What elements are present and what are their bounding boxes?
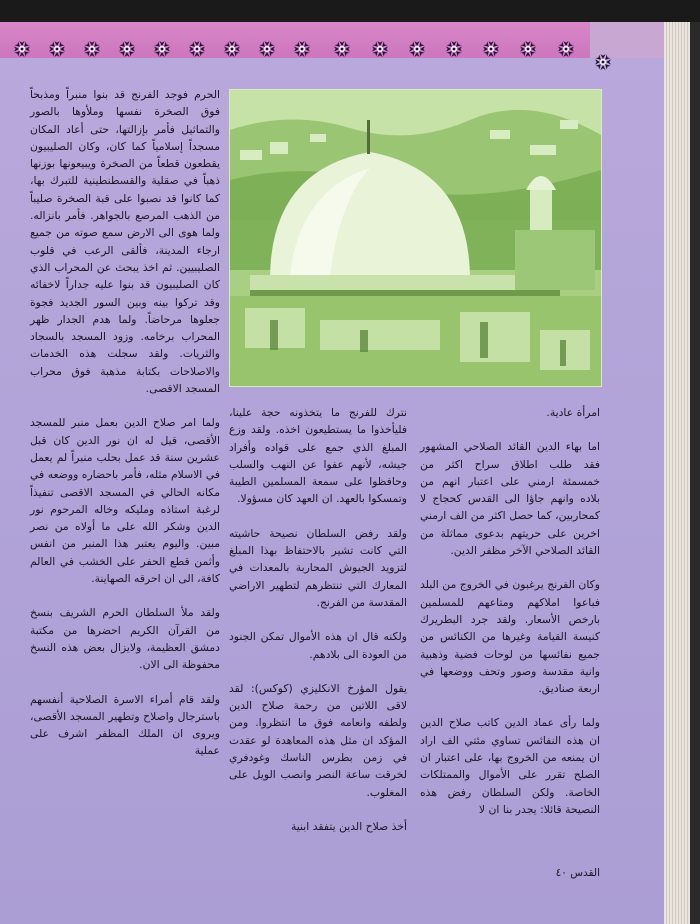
text-column-right xyxy=(420,404,600,818)
paragraph: ولما رأى عماد الدين كاتب صلاح الدين ان هذه النفائس تساوي مئتي الف اراد ان يمنعه من الخروج بها، على اعتبار ان الصلح تقرر على الأموال والممتلكات الخاصة. ولكن السلطان رفض هذه النصيحة قائلا: يجدر بنا ان لا xyxy=(420,716,600,816)
binding-shadow xyxy=(690,22,700,924)
flower-icon xyxy=(294,41,310,57)
page-footer-label: القدس ٤٠ xyxy=(555,867,600,879)
flower-icon xyxy=(595,54,611,70)
paragraph: امرأة عادية. xyxy=(546,406,600,419)
flower-icon xyxy=(259,41,275,57)
paragraph: ولكنه قال ان هذه الأموال تمكن الجنود من العودة الى بلادهم. xyxy=(229,630,407,661)
text-column-middle xyxy=(229,404,407,835)
flower-icon xyxy=(558,41,574,57)
flower-icon xyxy=(49,41,65,57)
flower-icon xyxy=(224,41,240,57)
flower-icon xyxy=(446,41,462,57)
paragraph: ولقد قام أمراء الاسرة الصلاحية أنفسهم باسترجال واصلاح وتطهير المسجد الأقصى، ويروى ان الملك المظفر اشرف على عملية xyxy=(30,692,220,758)
flower-icon xyxy=(372,41,388,57)
paragraph: ولقد ملأ السلطان الحرم الشريف بنسخ من القرآن الكريم احضرها من مكتبة دمشق العظيمة، ولايزال بعض هذه النسخ محفوظة الى الان. xyxy=(30,606,220,672)
flower-ornament-row xyxy=(0,22,664,82)
magazine-page xyxy=(0,22,664,924)
flower-icon xyxy=(14,41,30,57)
flower-icon xyxy=(189,41,205,57)
flower-icon xyxy=(483,41,499,57)
paragraph: ولقد رفض السلطان نصيحة حاشيته التي كانت تشير بالاحتفاظ بهذا المبلغ لتزويد الجيوش المحاربة بالمعدات في المعارك التي تنتظرهم لتطهير الاراضي المقدسة من الفرنج. xyxy=(229,526,407,609)
text-column-left xyxy=(30,86,220,760)
paragraph: وكان الفرنج يرغبون في الخروج من البلد فباعوا املاكهم ومتاعهم للمسلمين بارخص الأسعار. ولقد جرد البطريرك كنيسة القيامة وغيرها من الكنائس من جميع نفائسها من لوحات فضية وذهبية وانية مقدسة وصور وتحف ووضعها في اربعة صناديق. xyxy=(420,578,600,696)
flower-icon xyxy=(520,41,536,57)
flower-icon xyxy=(154,41,170,57)
paragraph: أخذ صلاح الدين يتفقد ابنية xyxy=(291,819,407,833)
flower-icon xyxy=(119,41,135,57)
dome-of-the-rock-photo xyxy=(229,89,602,387)
paragraph: ولما امر صلاح الدين بعمل منبر للمسجد الأقصى، قيل له ان نور الدين كان قبل عشرين سنة قد عمل بحلب منبراً لم يعمل في الاسلام مثله، فأمر باحضاره ووضعه في مكانه الحالي في المسجد الاقصى تنفيذاً لرغبة استاذه ومليكه وخاله المرحوم نور الدين وشكر الله على ما أولاه من نصر مبين. واليوم يعتبر هذا المنبر من انفس وأثمن قطع الحفر على الخشب في العالم كافة، الى ان احرقه الصهاينة. xyxy=(30,416,220,586)
flower-icon xyxy=(409,41,425,57)
paragraph: يقول المؤرخ الانكليزي (كوكس): لقد لاقى اللاتين من رحمة صلاح الدين ولطفه وانعامه فوق ما انتظروا. ومن المؤكد ان مثل هذه المعاهدة لو عقدت في زمن بطرس الناسك وغودفري لخرقت ساعة النصر وانصب الويل على المغلوب. xyxy=(229,681,407,799)
paragraph: نترك للفرنج ما يتخذونه حجة علينا، فليأخذوا ما يستطيعون اخذه. ولقد وزع المبلغ الذي جمع على قواده وأفراد جيشه، لأنهم عفوا عن النهب والسلب وحافظوا على سمعة المسلمين الطيبة وتمسكوا بالعهد. ان العهد كان مسؤولا. xyxy=(229,406,407,506)
paragraph: اما بهاء الدين القائد الصلاحي المشهور فقد طلب اطلاق سراح اكثر من خمسمئة ارمني على اعتبار انهم من بلاده وانهم جاؤا الى القدس كحجاج لا كمحاربين، كما حصل اكثر من الف ارمني اخرين على حريتهم بدعوى مماثلة من القائد الصلاحي الآخر مظفر الدين. xyxy=(420,440,600,558)
paragraph: الحرم فوجد الفرنج قد بنوا منبراً ومذبحاً فوق الصخرة نفسها وملأوها بالصور والتماثيل فأمر بإزالتها، حتى أعاد المكان مسجداً إسلامياً كما كان، وكان الصليبيون يقطعون قطعاً من الصخرة ويبيعونها بوزنها ذهباً في صقلية والقسطنطينية للتبرك بها، كما كانوا قد نصبوا على قبة الصخرة صليباً من الذهب المرصع بالجواهر. فأمر بانزاله. ولما هوى الى الارض سمع صوته من جميع ارجاء المدينة، فألقى الرعب في قلوب الصليبيين. ثم اخذ يبحث عن المحراب الذي كان الصليبيون قد بنوا عليه جداراً لاخفائه وقد تركوا بينه وبين السور الجديد فجوة جعلوها مرحاضاً. ولما هدم الجدار ظهر المحراب برخامه. وزود المسجد بالسجاد والثريات. ولقد سجلت هذه الخدمات والاصلاحات بكتابة مذهبة فوق محراب المسجد الاقصى. xyxy=(30,88,220,396)
flower-icon xyxy=(334,41,350,57)
flower-icon xyxy=(84,41,100,57)
